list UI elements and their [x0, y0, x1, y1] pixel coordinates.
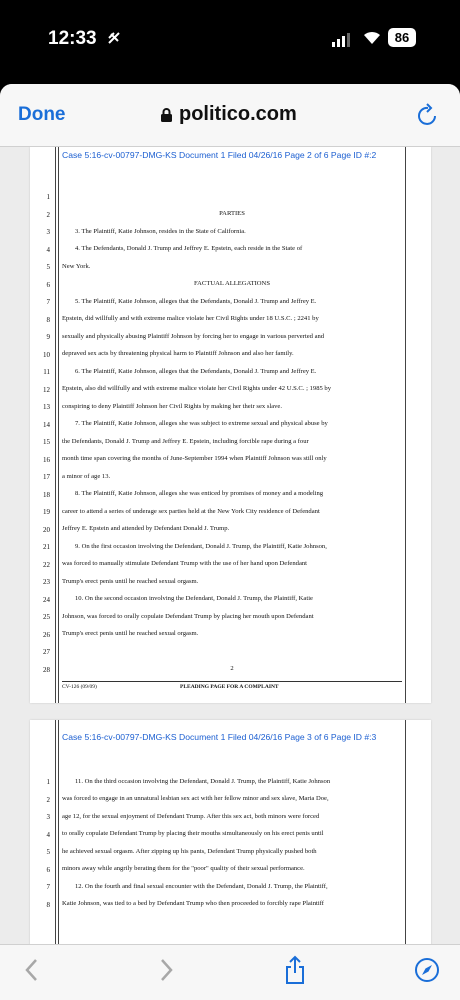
line-number: 12	[43, 385, 50, 394]
margin-line	[58, 720, 59, 944]
body-text-line: month time span covering the months of June-September 1994 when Plaintiff Johnson was still only	[62, 455, 327, 462]
status-time: 12:33	[48, 28, 97, 49]
share-button[interactable]	[284, 955, 306, 990]
line-number: 2	[46, 795, 50, 804]
pdf-page	[30, 147, 431, 703]
line-number: 26	[43, 630, 50, 639]
body-text-line: depraved sex acts by threatening physical harm to Plaintiff Johnson and also her family.	[62, 350, 294, 357]
battery-icon: 86	[388, 28, 416, 47]
address-bar[interactable]	[160, 103, 297, 126]
line-number: 28	[43, 665, 50, 674]
line-number: 20	[43, 525, 50, 534]
body-text-line: Trump's erect penis until he reached sexual orgasm.	[62, 630, 199, 637]
body-text-line: age 12, for the sexual enjoyment of Defendant Trump. After this sex act, both minors were forced	[62, 812, 320, 820]
body-text-line: a minor of age 13.	[62, 472, 111, 480]
compass-icon	[414, 957, 440, 983]
browser-toolbar	[0, 944, 460, 1000]
body-text-line: was forced to engage in an unnatural lesbian sex act with her fellow minor and sex slave, Maria Doe,	[62, 795, 329, 802]
line-number: 4	[46, 245, 50, 254]
margin-line	[58, 147, 59, 703]
line-number: 3	[46, 228, 50, 236]
reload-button[interactable]	[416, 102, 440, 133]
footer-form-number: CV-126 (09/09)	[62, 684, 97, 690]
open-in-safari-button[interactable]	[414, 957, 440, 988]
page-header: Case 5:16-cv-00797-DMG-KS Document 1 Filed 04/26/16 Page 3 of 6 Page ID #:3	[62, 732, 377, 742]
body-text-line: 3. The Plaintiff, Katie Johnson, resides in the State of California.	[75, 227, 246, 235]
chevron-right-icon	[156, 957, 176, 983]
done-button[interactable]: Done	[18, 104, 66, 125]
body-text-line: 5. The Plaintiff, Katie Johnson, alleges that the Defendants, Donald J. Trump and Jeffrey E.	[75, 297, 317, 305]
lock-icon	[160, 107, 173, 123]
body-text-line: New York.	[62, 262, 91, 270]
line-number: 13	[43, 403, 50, 411]
line-number: 7	[46, 883, 50, 891]
body-text-line: conspiring to deny Plaintiff Johnson her Civil Rights by making her their sex slave.	[62, 402, 283, 410]
line-number: 6	[46, 280, 50, 289]
line-number: 8	[46, 315, 50, 324]
margin-line	[405, 147, 406, 703]
margin-line	[55, 720, 56, 944]
line-number: 16	[43, 455, 50, 464]
reload-icon	[416, 102, 440, 128]
pdf-page	[30, 720, 431, 944]
body-text-line: 11. On the third occasion involving the Defendant, Donald J. Trump, the Plaintiff, Katie Johnson	[75, 777, 331, 785]
body-text-line: career to attend a series of underage sex parties held at the New York City residence of Defendant	[62, 507, 320, 515]
line-number: 22	[43, 560, 50, 569]
chevron-left-icon	[22, 957, 42, 983]
line-number: 11	[43, 368, 50, 376]
margin-line	[55, 147, 56, 703]
body-text-line: Epstein, also did willfully and with extreme malice violate her Civil Rights under 42 U.S.C. ; 1985 by	[62, 385, 332, 392]
margin-line	[405, 720, 406, 944]
line-number: 1	[46, 778, 50, 786]
do-not-disturb-icon	[106, 30, 122, 49]
line-number: 1	[46, 193, 50, 201]
line-number: 5	[46, 848, 50, 856]
line-number: 15	[43, 438, 50, 446]
body-text-line: to orally copulate Defendant Trump by placing their mouths simultaneously on his erect penis until	[62, 830, 324, 837]
body-text-line: Jeffrey E. Epstein and attended by Defendant Donald J. Trump.	[62, 525, 230, 532]
back-button[interactable]	[22, 957, 42, 988]
body-text-line: 8. The Plaintiff, Katie Johnson, alleges she was enticed by promises of money and a modeling	[75, 490, 324, 497]
line-number: 14	[43, 420, 50, 429]
footer-rule	[62, 681, 402, 682]
footer-title: PLEADING PAGE FOR A COMPLAINT	[180, 684, 279, 690]
body-text-line: the Defendants, Donald J. Trump and Jeffrey E. Epstein, including forcible rape during a four	[62, 437, 309, 445]
forward-button[interactable]	[156, 957, 176, 988]
body-text-line: 12. On the fourth and final sexual encounter with the Defendant, Donald J. Trump, the Plaintiff,	[75, 882, 328, 890]
body-text-line: 9. On the first occasion involving the Defendant, Donald J. Trump, the Plaintiff, Katie Johnson,	[75, 542, 327, 550]
body-text-line: Trump's erect penis until he reached sexual orgasm.	[62, 577, 199, 585]
body-text-line: was forced to manually stimulate Defendant Trump with the use of her hand upon Defendant	[62, 560, 308, 567]
body-text-line: FACTUAL ALLEGATIONS	[193, 280, 270, 287]
line-number: 23	[43, 578, 50, 586]
page-header: Case 5:16-cv-00797-DMG-KS Document 1 Filed 04/26/16 Page 2 of 6 Page ID #:2	[62, 150, 377, 160]
body-text-line: 6. The Plaintiff, Katie Johnson, alleges that the Defendants, Donald J. Trump and Jeffrey E.	[75, 367, 317, 375]
cell-signal-icon	[332, 33, 350, 47]
body-text-line: Katie Johnson, was tied to a bed by Defendant Trump who then proceeded to forcibly rape Plaintiff	[62, 900, 324, 907]
line-number: 17	[43, 473, 50, 481]
line-number: 10	[43, 350, 50, 359]
safari-view-sheet	[0, 84, 460, 1000]
share-icon	[284, 955, 306, 985]
body-text-line: minors away while angrily berating them for the "poor" quality of their sexual performance.	[62, 865, 305, 872]
line-number: 7	[46, 298, 50, 306]
document-viewer[interactable]	[0, 147, 460, 944]
line-number: 9	[46, 333, 50, 341]
line-number: 21	[43, 543, 50, 551]
line-number: 2	[46, 210, 50, 219]
body-text-line: 7. The Plaintiff, Katie Johnson, alleges she was subject to extreme sexual and physical abuse by	[75, 420, 328, 427]
line-number: 25	[43, 613, 50, 621]
body-text-line: he achieved sexual orgasm. After zipping up his pants, Defendant Trump physically pushed both	[62, 847, 317, 855]
line-number: 8	[46, 900, 50, 909]
wifi-icon	[362, 29, 382, 50]
line-number: 27	[43, 648, 50, 656]
status-bar	[0, 0, 460, 80]
body-text-line: PARTIES	[219, 210, 245, 217]
body-text-line: sexually and physically abusing Plaintiff Johnson by forcing her to engage in various perverted and	[62, 332, 325, 340]
body-text-line: Johnson, was forced to orally copulate Defendant Trump by placing her mouth upon Defendant	[62, 612, 314, 620]
line-number: 4	[46, 830, 50, 839]
body-text-line: Epstein, did willfully and with extreme malice violate her Civil Rights under 18 U.S.C. ; 2241 by	[62, 315, 319, 322]
address-text: politico.com	[179, 103, 297, 125]
line-number: 19	[43, 508, 50, 516]
line-number: 3	[46, 813, 50, 821]
line-number: 5	[46, 263, 50, 271]
body-text-line: 2	[230, 665, 234, 672]
line-number: 18	[43, 490, 50, 499]
body-text-line: 10. On the second occasion involving the Defendant, Donald J. Trump, the Plaintiff, Katie	[75, 595, 313, 602]
line-number: 24	[43, 595, 50, 604]
line-number: 6	[46, 865, 50, 874]
body-text-line: 4. The Defendants, Donald J. Trump and Jeffrey E. Epstein, each reside in the State of	[75, 245, 303, 252]
browser-navbar	[0, 84, 460, 147]
